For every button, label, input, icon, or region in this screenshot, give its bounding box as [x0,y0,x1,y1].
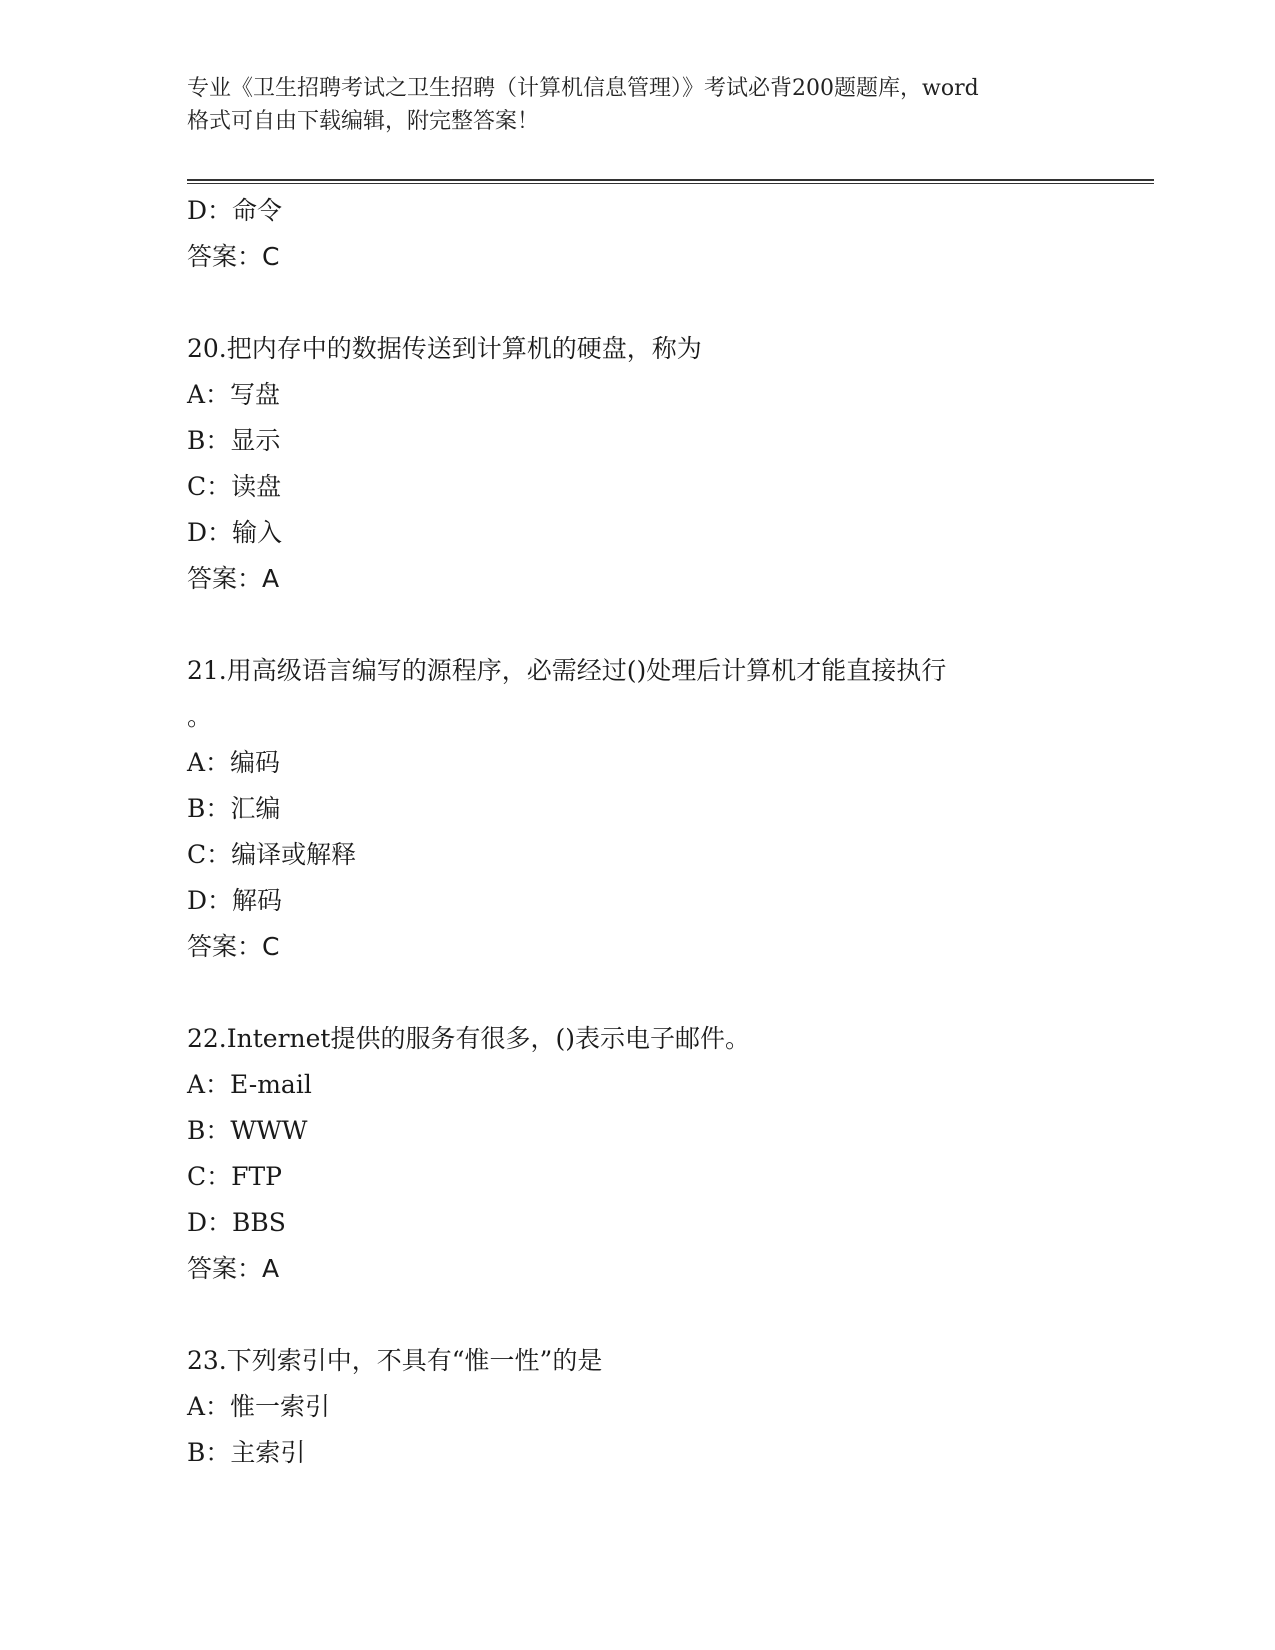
question-stem: 20.把内存中的数据传送到计算机的硬盘，称为 [187,334,702,363]
question-20 [187,326,1087,602]
question-stem: 22.Internet提供的服务有很多，()表示电子邮件。 [187,1024,750,1053]
option-d: D：输入 [187,518,283,547]
question-21 [187,648,1087,970]
prev-option-d: D：命令 [187,196,283,225]
option-a: A：E-mail [187,1070,312,1099]
header-divider [187,179,1154,181]
question-stem-continuation: 。 [187,702,213,731]
answer: 答案：A [187,1254,280,1283]
option-b: B：汇编 [187,794,281,823]
option-b: B：WWW [187,1116,308,1145]
header-line-2: 格式可自由下载编辑，附完整答案！ [187,109,540,134]
option-a: A：写盘 [187,380,281,409]
option-c: C：FTP [187,1162,282,1191]
question-stem: 23.下列索引中，不具有“惟一性”的是 [187,1346,603,1375]
option-a: A：惟一索引 [187,1392,331,1421]
header-line-1: 专业《卫生招聘考试之卫生招聘（计算机信息管理）》考试必背200题题库，word [187,76,979,101]
option-c: C：读盘 [187,472,282,501]
answer: 答案：A [187,564,280,593]
question-stem: 21.用高级语言编写的源程序，必需经过()处理后计算机才能直接执行 [187,656,947,685]
answer: 答案：C [187,932,280,961]
spacer [187,970,1087,1016]
spacer [187,602,1087,648]
question-list [187,188,1087,1476]
spacer [187,1292,1087,1338]
spacer [187,280,1087,326]
question-23 [187,1338,1087,1476]
option-d: D：解码 [187,886,283,915]
option-b: B：主索引 [187,1438,306,1467]
option-b: B：显示 [187,426,281,455]
document-header [187,72,1087,138]
prev-answer: 答案：C [187,242,280,271]
option-a: A：编码 [187,748,281,777]
option-d: D：BBS [187,1208,286,1237]
question-22 [187,1016,1087,1292]
header-divider-thin [187,183,1154,184]
option-c: C：编译或解释 [187,840,357,869]
